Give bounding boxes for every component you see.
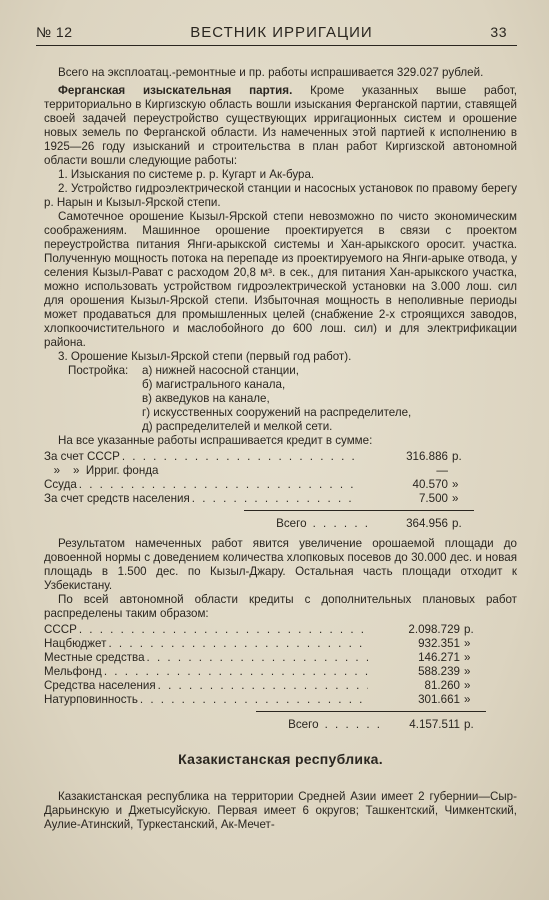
paragraph-irrigation: Самотечное орошение Кызыл-Ярской степи невозможно по чисто экономическим соображениям. Машинное орошение проектируется в связи с проектом переустройства питания Янги-арыкской системы и Хан-арыкского оросит. участка. Полученную мощность потока на перепаде из проектируемого на Янги-арыке отвода, у селения Кызыл-Рават с расходом 20,8 м³. в сек., для питания Хан-арыкского участка, можно использовать устройством гидроэлектрической установки на 3.000 лош. сил для орошения Кызыл-Ярской степи. Избыточная мощность в неполивные периоды может продаваться для промышленных целей (снабжение 2-х строящихся заводов, хлопкоочистительного и маслобойного до 600 лош. сил) и для электрификации района.	[44, 210, 517, 349]
budget-row	[44, 478, 474, 492]
total-label: Всего	[276, 517, 307, 530]
total-unit: р.	[452, 517, 462, 530]
budget-row	[44, 651, 486, 665]
budget-unit: »	[452, 478, 459, 491]
page-number: 33	[490, 24, 507, 40]
section-heading: Казакистанская республика.	[178, 751, 383, 767]
list-item-3: 3. Орошение Кызыл-Ярской степи (первый год работ).	[58, 350, 352, 363]
budget-unit: »	[452, 492, 459, 505]
budget-label: Средства населения	[44, 679, 156, 692]
construction-item: в) акведуков на канале,	[142, 392, 270, 405]
article-body	[44, 66, 517, 832]
total-value: 364.956	[406, 517, 448, 530]
budget-row	[44, 693, 486, 707]
total-dots: . . . . . .	[324, 718, 382, 731]
issue-number: № 12	[36, 24, 73, 40]
budget-label: Местные средства	[44, 651, 145, 664]
list-item-2: 2. Устройство гидроэлектрической станции и насосных установок по правому берегу р. Нарын и Кызыл-Ярской степи.	[44, 182, 517, 209]
budget-unit: »	[464, 665, 471, 678]
budget-unit: р.	[464, 623, 474, 636]
budget-unit: »	[464, 637, 471, 650]
construction-item: д) распределителей и мелкой сети.	[142, 420, 333, 433]
budget-row	[44, 450, 474, 464]
budget-value: 40.570	[412, 478, 448, 491]
budget-value: 81.260	[424, 679, 460, 692]
budget-label: За счет средств населения	[44, 492, 190, 505]
budget-value: 7.500	[418, 492, 448, 505]
sum-rule	[244, 510, 474, 511]
budget-row	[44, 492, 474, 506]
list-item-1: 1. Изыскания по системе р. р. Кугарт и Ак-бура.	[58, 168, 315, 181]
paragraph-autonomous: По всей автономной области кредиты с дополнительных плановых работ распределены таким образом:	[44, 593, 517, 620]
budget-unit: »	[464, 679, 471, 692]
budget-table-2	[44, 623, 486, 707]
construction-item: б) магистрального канала,	[142, 378, 286, 391]
construction-items	[142, 364, 411, 434]
budget-unit: »	[464, 651, 471, 664]
paragraph-fergana	[44, 84, 517, 168]
paragraph-result: Результатом намеченных работ явится увеличение орошаемой площади до довоенной нормы с доведением количества хлопковых посевов до 30.000 дес. и новая площадь в 1.500 дес. по Кызыл-Джару. Остальная часть площади отходит к Узбекистану.	[44, 537, 517, 592]
construction-item: а) нижней насосной станции,	[142, 364, 299, 377]
budget-value: 2.098.729	[408, 623, 460, 636]
total-value: 4.157.511	[409, 718, 460, 731]
budget-value: 146.271	[418, 651, 460, 664]
credit-intro: На все указанные работы испрашивается кредит в сумме:	[58, 434, 373, 447]
budget-label: Мельфонд	[44, 665, 102, 678]
budget-label: СССР	[44, 623, 77, 636]
budget-unit: р.	[452, 450, 462, 463]
budget-row	[44, 665, 486, 679]
budget-table-1	[44, 450, 474, 506]
budget-label: Ссуда	[44, 478, 77, 491]
budget-label: За счет СССР	[44, 450, 120, 463]
budget-row	[44, 464, 474, 478]
budget-value: 932.351	[418, 637, 460, 650]
running-header	[36, 24, 517, 46]
budget-label: Нацбюджет	[44, 637, 107, 650]
budget-value: 301.661	[418, 693, 460, 706]
budget-value: 316.886	[406, 450, 448, 463]
budget-row	[44, 637, 486, 651]
construction-label: Постройка:	[68, 364, 129, 377]
paragraph-kazak: Казакистанская республика на территории Средней Азии имеет 2 губернии—Сыр-Дарьинскую и Джетысуйскую. Первая имеет 6 округов; Ташкентский, Чимкентский, Аулие-Атинский, Туркестанский, Ак-Мечет-	[44, 790, 517, 831]
budget-label: Натурповинность	[44, 693, 138, 706]
total-dots: . . . . . .	[312, 517, 370, 530]
budget-total-1	[44, 517, 474, 533]
total-label: Всего	[288, 718, 319, 731]
total-unit: р.	[464, 718, 474, 731]
budget-row	[44, 623, 486, 637]
budget-total-2	[44, 718, 486, 734]
sum-rule	[256, 711, 486, 712]
journal-title: ВЕСТНИК ИРРИГАЦИИ	[190, 24, 373, 41]
budget-unit: »	[464, 693, 471, 706]
budget-value: 588.239	[418, 665, 460, 678]
construction-item: г) искусственных сооружений на распределителе,	[142, 406, 412, 419]
budget-row	[44, 679, 486, 693]
budget-value: —	[436, 464, 448, 477]
fergana-text: Кроме указанных выше работ, территориально в Киргизскую область вошли изыскания Ферганской партии, ставящей своей задачей переустройство существующих ирригационных систем и орошение новых земель по Ферганской области. Из намеченных этой партией к исполнению в 1925—26 году изысканий и строительства в план работ Киргизской автономной области вошли следующие работы:	[44, 84, 517, 167]
budget-label: » » Ирриг. фонда	[44, 464, 159, 477]
paragraph-total-intro: Всего на эксплоатац.-ремонтные и пр. работы испрашивается 329.027 рублей.	[58, 66, 484, 79]
fergana-heading: Ферганская изыскательная партия.	[58, 84, 293, 97]
construction-list	[44, 364, 517, 434]
